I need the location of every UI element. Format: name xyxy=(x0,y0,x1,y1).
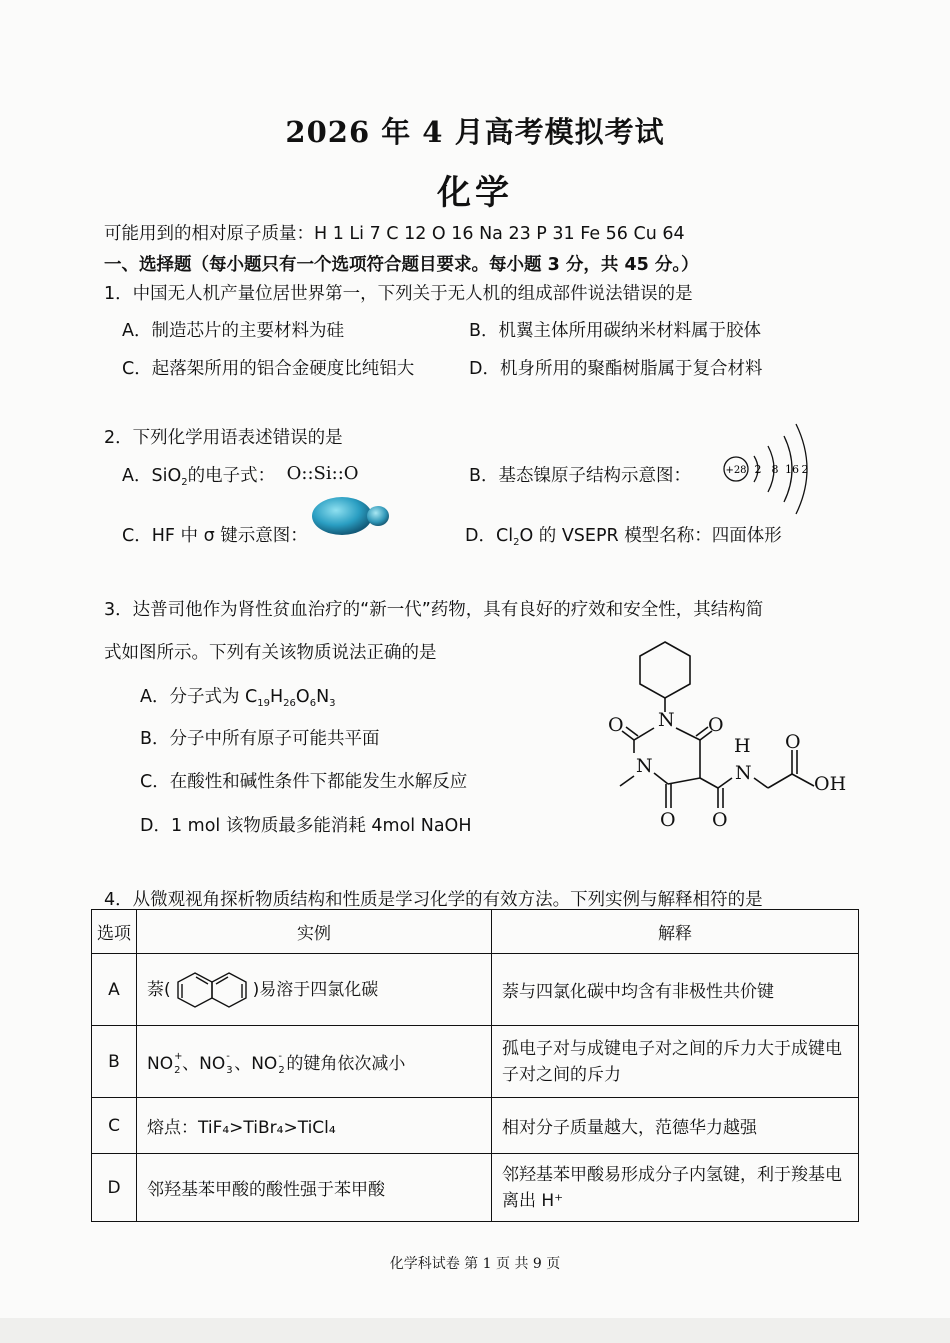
table-row xyxy=(92,1026,859,1098)
table-header-row xyxy=(92,910,859,954)
page-footer: 化学科试卷 第 1 页 共 9 页 xyxy=(389,1256,561,1272)
nucleus-charge: +28 xyxy=(725,465,747,476)
row-b-example-post: 的键角依次减小 xyxy=(286,1054,406,1074)
header-example: 实例 xyxy=(137,910,492,954)
no2-plus-charge: + 2 xyxy=(174,1051,183,1076)
daprodustat-structure xyxy=(560,628,860,828)
bond-n3-cy xyxy=(620,776,634,786)
q3-a-o-count: 6 xyxy=(309,698,317,709)
row-a-example-post: )易溶于四氯化碳 xyxy=(252,979,379,1000)
bond-n1-c2 xyxy=(634,728,654,740)
bond-camide-n xyxy=(718,778,732,788)
top-cyclohexane xyxy=(640,642,690,698)
q3-option-d: D．1 mol 该物质最多能消耗 4mol NaOH xyxy=(140,816,472,836)
bond-c-oh xyxy=(792,774,814,786)
q2-a-sub: 2 xyxy=(181,477,188,488)
table-row xyxy=(92,1098,859,1154)
bond-n1-c6 xyxy=(676,728,700,740)
sigma-bond-orbital-image xyxy=(310,492,394,538)
q2-a-suffix: 的电子式： xyxy=(187,466,276,486)
q3-a-o-label: O xyxy=(295,687,310,707)
q2-option-a xyxy=(122,462,359,488)
no2-minus-charge: - 2 xyxy=(278,1051,285,1076)
row-a-example xyxy=(137,954,492,1026)
exam-title: 2026 年 4 月高考模拟考试 xyxy=(285,115,665,149)
q2-stem: 2．下列化学用语表述错误的是 xyxy=(104,428,343,448)
row-b-example xyxy=(137,1026,492,1098)
q1-option-a: A．制造芯片的主要材料为硅 xyxy=(122,321,344,341)
q2-option-b: B．基态镍原子结构示意图： xyxy=(469,466,692,486)
q3-a-h-label: H xyxy=(270,687,284,707)
q4-stem: 4．从微观视角探析物质结构和性质是学习化学的有效方法。下列实例与解释相符的是 xyxy=(104,890,763,910)
row-d-example: 邻羟基苯甲酸的酸性强于苯甲酸 xyxy=(137,1154,492,1222)
bond-c4-c5 xyxy=(668,778,700,784)
bond-c5-camide xyxy=(700,778,718,788)
row-a-option: A xyxy=(92,954,137,1026)
sio2-electron-formula: O::Si::O xyxy=(286,463,359,484)
q3-option-c: C．在酸性和碱性条件下都能发生水解反应 xyxy=(140,772,468,792)
row-c-example: 熔点：TiF₄>TiBr₄>TiCl₄ xyxy=(137,1098,492,1154)
q3-option-a xyxy=(140,683,336,709)
no2-minus-label: 、NO xyxy=(234,1054,278,1074)
o-amide-label: O xyxy=(712,809,728,828)
row-b-explanation: 孤电子对与成键电子对之间的斥力大于成键电子对之间的斥力 xyxy=(492,1026,859,1098)
nickel-atom-structure-diagram xyxy=(718,420,818,520)
atomic-masses: 可能用到的相对原子质量：H 1 Li 7 C 12 O 16 Na 23 P 31 Fe 56 Cu 64 xyxy=(104,224,685,244)
q4-table xyxy=(91,909,859,1222)
q2-a-prefix: A．SiO xyxy=(122,466,182,486)
row-c-explanation: 相对分子质量越大，范德华力越强 xyxy=(492,1098,859,1154)
shell-electrons-2: 8 xyxy=(771,463,779,476)
q3-a-c-count: 19 xyxy=(257,698,270,709)
large-orbital-lobe xyxy=(312,497,372,535)
q1-option-d: D．机身所用的聚酯树脂属于复合材料 xyxy=(469,359,763,379)
n3-label: N xyxy=(636,755,653,777)
q2-d-prefix: D．Cl xyxy=(465,526,514,546)
table-row xyxy=(92,954,859,1026)
q3-a-h-count: 26 xyxy=(283,698,296,709)
q3-a-n-label: N xyxy=(316,687,330,707)
q2-d-sub: 2 xyxy=(513,537,520,548)
row-c-option: C xyxy=(92,1098,137,1154)
row-b-option: B xyxy=(92,1026,137,1098)
bond-n-ch2 xyxy=(754,778,768,788)
q3-stem-line1: 3．达普司他作为肾性贫血治疗的“新一代”药物，具有良好的疗效和安全性，其结构简 xyxy=(104,600,764,620)
subject-title: 化学 xyxy=(437,173,513,213)
no2-plus-label: NO xyxy=(147,1054,174,1074)
q2-option-d xyxy=(465,522,782,548)
no3-minus-charge: - 3 xyxy=(226,1051,233,1076)
q2-option-c: C．HF 中 σ 键示意图： xyxy=(122,526,308,546)
q3-a-n-count: 3 xyxy=(329,698,336,709)
o-acid-label: O xyxy=(785,731,801,753)
row-d-explanation: 邻羟基苯甲酸易形成分子内氢键，利于羧基电离出 H⁺ xyxy=(492,1154,859,1222)
oh-label: OH xyxy=(814,773,847,795)
o-bottom-label: O xyxy=(660,809,676,828)
q3-stem-line2: 式如图所示。下列有关该物质说法正确的是 xyxy=(104,643,437,663)
n-amide-label: N xyxy=(735,762,752,784)
q2-d-suffix: O 的 VSEPR 模型名称：四面体形 xyxy=(519,526,782,546)
row-d-option: D xyxy=(92,1154,137,1222)
q1-option-c: C．起落架所用的铝合金硬度比纯铝大 xyxy=(122,359,415,379)
row-a-explanation: 萘与四氯化碳中均含有非极性共价键 xyxy=(492,954,859,1026)
header-explanation: 解释 xyxy=(492,910,859,954)
small-orbital-lobe xyxy=(367,506,389,526)
no3-minus-label: 、NO xyxy=(182,1054,226,1074)
naphthalene-structure xyxy=(171,972,253,1008)
shell-electrons-3: 16 xyxy=(785,463,799,476)
bond-ch2-cooh xyxy=(768,774,792,788)
shell-electrons-4: 2 xyxy=(801,463,809,476)
table-row xyxy=(92,1154,859,1222)
q1-option-b: B．机翼主体所用碳纳米材料属于胶体 xyxy=(469,321,762,341)
shell-electrons-1: 2 xyxy=(754,463,762,476)
row-a-example-pre: 萘( xyxy=(147,979,171,1000)
o-left-label: O xyxy=(608,714,624,736)
o-right-label: O xyxy=(708,714,724,736)
page-bottom-shadow xyxy=(0,1318,950,1343)
header-option: 选项 xyxy=(92,910,137,954)
bond-n3-c4 xyxy=(654,773,668,784)
q3-a-prefix: A．分子式为 C xyxy=(140,687,258,707)
n1-label: N xyxy=(658,709,675,731)
h-amide-label: H xyxy=(734,735,751,757)
q1-stem: 1．中国无人机产量位居世界第一，下列关于无人机的组成部件说法错误的是 xyxy=(104,284,693,304)
section-heading: 一、选择题（每小题只有一个选项符合题目要求。每小题 3 分，共 45 分。） xyxy=(104,255,699,275)
q3-option-b: B．分子中所有原子可能共平面 xyxy=(140,729,380,749)
